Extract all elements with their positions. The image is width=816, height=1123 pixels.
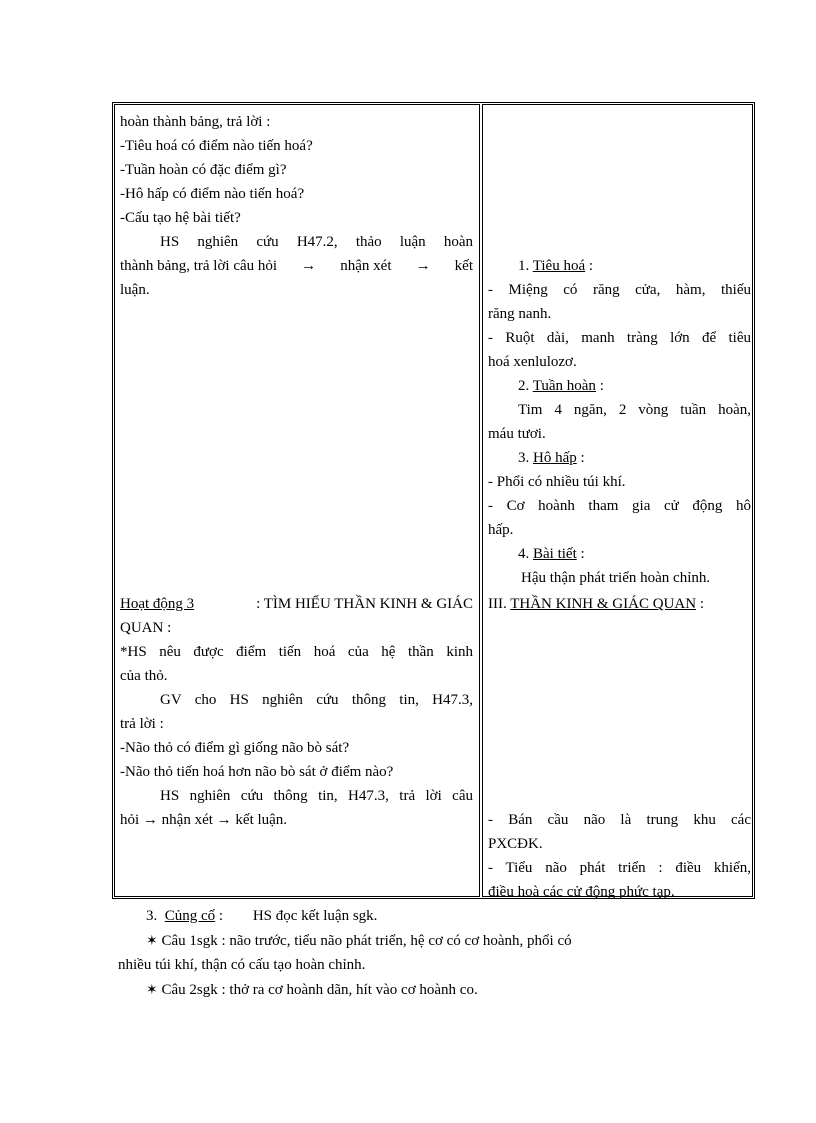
section-digestion-heading <box>518 257 593 275</box>
section-number: 1. <box>518 258 530 274</box>
activity3-title-cont: QUAN : <box>120 620 172 636</box>
gv-line-2: trả lời : <box>120 716 164 732</box>
study-text: kết <box>454 258 473 274</box>
section-title: Tiêu hoá <box>532 258 586 274</box>
activity3-label: Hoạt động 3 <box>120 596 195 612</box>
objective-line-2: của thỏ. <box>120 668 168 684</box>
section-respiration-heading <box>518 449 585 467</box>
study2-text: nhận xét <box>161 812 213 828</box>
section-colon: : <box>580 450 585 466</box>
study-line-1: HS nghiên cứu H47.2, thảo luận hoàn <box>160 234 473 250</box>
question-excretion: -Cấu tạo hệ bài tiết? <box>120 210 241 226</box>
study-line-3: luận. <box>120 282 150 298</box>
consolidation-heading <box>146 907 377 925</box>
digestion-line: hoá xenlulozơ. <box>488 354 577 370</box>
arrow-icon: → <box>216 812 232 828</box>
section-colon: : <box>218 908 224 924</box>
study2-line-2 <box>120 811 287 829</box>
section-colon: : <box>588 258 594 274</box>
section-title: THẦN KINH & GIÁC QUAN <box>510 596 697 612</box>
section-title: Củng cố <box>164 908 216 924</box>
answer-q1 <box>146 932 572 950</box>
question-brain-similarity: -Não thỏ có điểm gì giống não bò sát? <box>120 740 350 756</box>
arrow-icon: → <box>415 258 431 274</box>
section-number: III. <box>488 596 507 612</box>
circulation-line: máu tươi. <box>488 426 546 442</box>
lesson-table <box>112 102 755 899</box>
section-colon: : <box>699 596 704 612</box>
question-circulation: -Tuần hoàn có đặc điểm gì? <box>120 162 287 178</box>
section-colon: : <box>599 378 604 394</box>
question-brain-evolution: -Não thỏ tiến hoá hơn não bò sát ở điểm nào? <box>120 764 394 780</box>
respiration-line: hấp. <box>488 522 514 538</box>
respiration-line: - Cơ hoành tham gia cử động hô <box>488 498 751 514</box>
answer-text: Câu 1sgk : não trước, tiểu não phát triển, hệ cơ có cơ hoành, phổi có <box>161 933 572 949</box>
nervous-line: - Bán cầu não là trung khu các <box>488 812 751 828</box>
section-number: 2. <box>518 378 530 394</box>
section-excretion-heading <box>518 545 585 563</box>
section-title: Tuần hoàn <box>532 378 596 394</box>
section-circulation-heading <box>518 377 604 395</box>
study2-line-1: HS nghiên cứu thông tin, H47.3, trả lời câu <box>160 788 473 804</box>
circulation-line: Tim 4 ngăn, 2 vòng tuần hoàn, <box>518 402 751 418</box>
nervous-line: - Tiểu não phát triển : điều khiển, <box>488 860 751 876</box>
consolidation-text: HS đọc kết luận sgk. <box>252 908 378 924</box>
arrow-icon: → <box>301 258 317 274</box>
gv-line-1: GV cho HS nghiên cứu thông tin, H47.3, <box>160 692 473 708</box>
objective-line-1: *HS nêu được điểm tiến hoá của hệ thần kinh <box>120 644 473 660</box>
section-title: Hô hấp <box>533 450 577 466</box>
question-digestion: -Tiêu hoá có điểm nào tiến hoá? <box>120 138 313 154</box>
section-nervous-heading <box>488 595 704 613</box>
study2-text: kết luận. <box>235 812 288 828</box>
section-number: 3. <box>146 908 158 924</box>
nervous-line: điều hoà các cử động phức tạp. <box>488 884 675 900</box>
answer-text: Câu 2sgk : thở ra cơ hoành dãn, hít vào cơ hoành co. <box>161 982 478 998</box>
activity3-heading <box>120 595 473 613</box>
teacher-student-activity-column <box>114 104 480 897</box>
study-text: thành bảng, trả lời câu hỏi <box>120 258 278 274</box>
question-respiration: -Hô hấp có điểm nào tiến hoá? <box>120 186 305 202</box>
excretion-line: Hậu thận phát triển hoàn chỉnh. <box>521 570 711 586</box>
digestion-line: răng nanh. <box>488 306 552 322</box>
arrow-icon: → <box>142 812 158 828</box>
activity3-title: : TÌM HIỂU THẦN KINH & GIÁC <box>256 596 473 612</box>
nervous-line: PXCĐK. <box>488 836 543 852</box>
section-title: Bài tiết <box>533 546 577 562</box>
content-column <box>482 104 753 900</box>
respiration-line: - Phổi có nhiều túi khí. <box>488 474 626 490</box>
digestion-line: - Miệng có răng cửa, hàm, thiếu <box>488 282 751 298</box>
study-text: nhận xét <box>340 258 392 274</box>
digestion-line: - Ruột dài, manh tràng lớn để tiêu <box>488 330 751 346</box>
study2-text: hỏi <box>120 812 140 828</box>
section-number: 4. <box>518 546 530 562</box>
star-bullet-icon: ✶ <box>146 933 158 949</box>
section-colon: : <box>580 546 585 562</box>
answer-q2 <box>146 981 478 999</box>
intro-line: hoàn thành bảng, trả lời : <box>120 114 271 130</box>
star-bullet-icon: ✶ <box>146 982 158 998</box>
study-line-2 <box>120 257 473 275</box>
answer-q1-cont: nhiều túi khí, thận có cấu tạo hoàn chỉnh. <box>118 957 366 973</box>
section-number: 3. <box>518 450 530 466</box>
